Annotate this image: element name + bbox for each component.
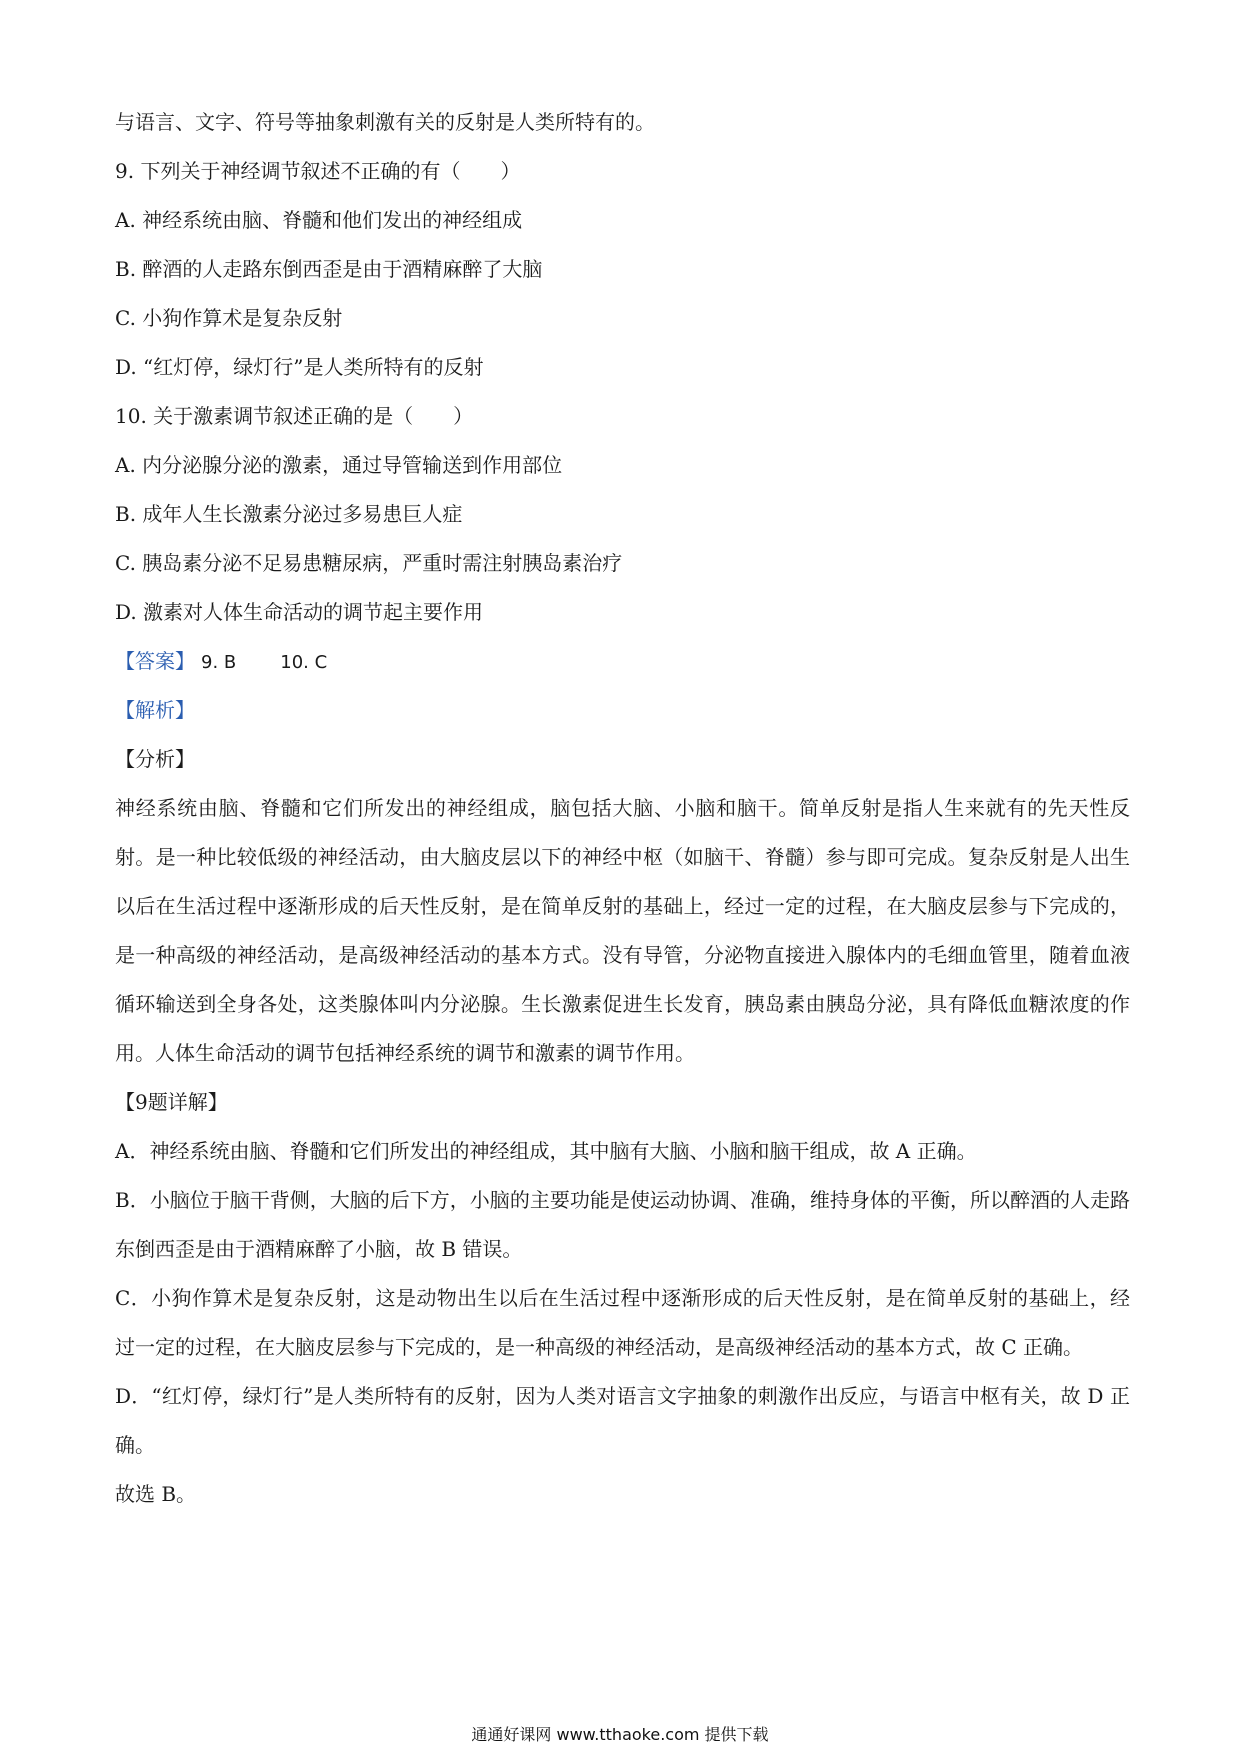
question-10-option-b: B. 成年人生长激素分泌过多易患巨人症 bbox=[115, 502, 463, 526]
question-10-option-c: C. 胰岛素分泌不足易患糖尿病，严重时需注射胰岛素治疗 bbox=[115, 551, 623, 575]
question-10-stem: 10. 关于激素调节叙述正确的是（ ） bbox=[115, 404, 474, 428]
answer-tag: 【答案】 bbox=[115, 649, 195, 673]
answer-q10: 10. C bbox=[280, 652, 328, 673]
question-9-stem: 9. 下列关于神经调节叙述不正确的有（ ） bbox=[115, 159, 521, 183]
conclusion-line: 故选 B。 bbox=[115, 1482, 197, 1506]
question-9-option-b: B. 醉酒的人走路东倒西歪是由于酒精麻醉了大脑 bbox=[115, 257, 543, 281]
question-9-option-a: A. 神经系统由脑、脊髓和他们发出的神经组成 bbox=[115, 208, 523, 232]
question-9-option-d: D. “红灯停，绿灯行”是人类所特有的反射 bbox=[115, 355, 484, 379]
question-10-option-a: A. 内分泌腺分泌的激素，通过导管输送到作用部位 bbox=[115, 453, 563, 477]
question-9-option-c: C. 小狗作算术是复杂反射 bbox=[115, 306, 343, 330]
document-body bbox=[115, 98, 1130, 1519]
q9-detail-b: B．小脑位于脑干背侧，大脑的后下方，小脑的主要功能是使运动协调、准确，维持身体的平衡，所以醉酒的人走路东倒西歪是由于酒精麻醉了小脑，故 B 错误。 bbox=[115, 1188, 1130, 1261]
q9-detail-d: D．“红灯停，绿灯行”是人类所特有的反射，因为人类对语言文字抽象的刺激作出反应，与语言中枢有关，故 D 正确。 bbox=[115, 1384, 1130, 1457]
analysis-heading bbox=[115, 686, 1130, 735]
page-footer: 通通好课网 www.tthaoke.com 提供下载 bbox=[471, 1725, 769, 1744]
answer-q9: 9. B bbox=[201, 652, 237, 673]
answer-line bbox=[115, 637, 1130, 686]
q9-detail-a: A．神经系统由脑、脊髓和它们所发出的神经组成，其中脑有大脑、小脑和脑干组成，故 A 正确。 bbox=[115, 1139, 977, 1163]
intro-line: 与语言、文字、符号等抽象刺激有关的反射是人类所特有的。 bbox=[115, 110, 655, 134]
fenxi-paragraph: 神经系统由脑、脊髓和它们所发出的神经组成，脑包括大脑、小脑和脑干。简单反射是指人生来就有的先天性反射。是一种比较低级的神经活动，由大脑皮层以下的神经中枢（如脑干、脊髓）参与即可完成。复杂反射是人出生以后在生活过程中逐渐形成的后天性反射，是在简单反射的基础上，经过一定的过程，在大脑皮层参与下完成的，是一种高级的神经活动，是高级神经活动的基本方式。没有导管，分泌物直接进入腺体内的毛细血管里，随着血液循环输送到全身各处，这类腺体叫内分泌腺。生长激素促进生长发育，胰岛素由胰岛分泌，具有降低血糖浓度的作用。人体生命活动的调节包括神经系统的调节和激素的调节作用。 bbox=[115, 796, 1130, 1065]
q9-detail-c: C．小狗作算术是复杂反射，这是动物出生以后在生活过程中逐渐形成的后天性反射，是在简单反射的基础上，经过一定的过程，在大脑皮层参与下完成的，是一种高级的神经活动，是高级神经活动的基本方式，故 C 正确。 bbox=[115, 1286, 1130, 1359]
fenxi-heading: 【分析】 bbox=[115, 747, 195, 771]
q9-detail-heading: 【9题详解】 bbox=[115, 1090, 228, 1114]
question-10-option-d: D. 激素对人体生命活动的调节起主要作用 bbox=[115, 600, 484, 624]
analysis-tag: 【解析】 bbox=[115, 698, 195, 722]
